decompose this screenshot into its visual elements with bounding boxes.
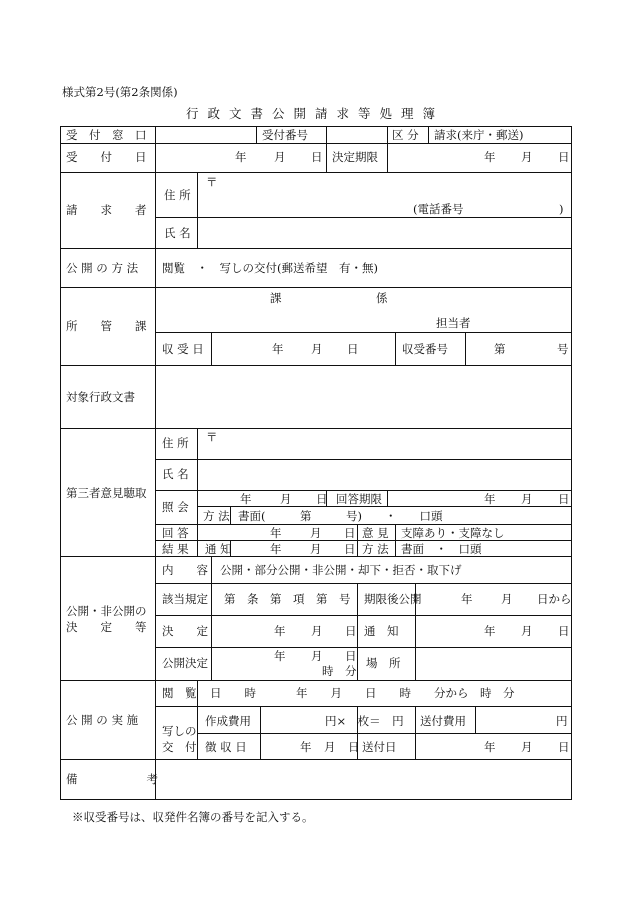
department-label: 所 管 課 <box>66 319 147 333</box>
received-date-month: 月 <box>311 342 323 356</box>
form-number-label: 様式第2号(第2条関係) <box>62 85 178 99</box>
department-subsection: 係 <box>376 291 388 305</box>
post-deadline-from: 日から <box>537 592 572 606</box>
creation-cost-label: 作成費用 <box>205 714 251 728</box>
inquiry-day: 日 <box>316 492 328 506</box>
result-method-options: 書面 ・ 口頭 <box>401 542 482 556</box>
public-decision-day: 日 <box>345 649 357 663</box>
result-notice-day: 日 <box>344 542 356 556</box>
deadline-month: 月 <box>521 150 533 164</box>
reception-date-year: 年 <box>235 150 247 164</box>
decision-content-label: 内 容 <box>162 563 208 577</box>
inquiry-month: 月 <box>280 492 292 506</box>
send-date-day: 日 <box>558 740 570 754</box>
disclosure-method-label: 公 開 の 方 法 <box>66 261 139 275</box>
post-deadline-label: 期限後公開 <box>364 592 422 606</box>
shipping-cost-label: 送付費用 <box>420 714 466 728</box>
response-deadline-label: 回答期限 <box>336 492 382 506</box>
received-date-year: 年 <box>272 342 284 356</box>
page-title: 行政文書公開請求等処理簿 <box>185 106 444 121</box>
implementation-label: 公 開 の 実 施 <box>66 713 139 727</box>
applicable-clause-value: 第 条 第 項 第 号 <box>224 592 351 606</box>
requester-address-label: 住 所 <box>164 188 191 202</box>
requester-name-label: 氏 名 <box>164 226 191 240</box>
public-decision-year: 年 <box>274 649 286 663</box>
inquiry-label: 照 会 <box>162 500 189 514</box>
requester-label: 請 求 者 <box>66 203 147 217</box>
third-party-postal-mark-icon: 〒 <box>206 430 218 444</box>
inquiry-method-options: 書面( 第 号) ・ 口頭 <box>238 509 443 523</box>
third-party-name-label: 氏 名 <box>162 467 189 481</box>
result-notice-year: 年 <box>270 542 282 556</box>
answer-year: 年 <box>270 526 282 540</box>
reception-date-day: 日 <box>311 150 323 164</box>
postal-mark-icon: 〒 <box>206 175 218 189</box>
decision-label-line2: 決 定 等 <box>66 620 147 634</box>
person-in-charge-label: 担当者 <box>436 316 471 330</box>
decision-notice-month: 月 <box>521 624 533 638</box>
response-deadline-day: 日 <box>558 492 570 506</box>
department-section: 課 <box>270 291 282 305</box>
decision-notice-day: 日 <box>558 624 570 638</box>
footnote: ※収受番号は、収発件名簿の番号を記入する。 <box>72 810 314 824</box>
deadline-day: 日 <box>558 150 570 164</box>
deadline-year: 年 <box>484 150 496 164</box>
collection-date-day: 日 <box>348 740 360 754</box>
third-party-address-label: 住 所 <box>162 436 189 450</box>
remarks-label: 備 考 <box>66 772 158 786</box>
public-decision-month: 月 <box>311 649 323 663</box>
collection-date-label: 徴 収 日 <box>205 740 247 754</box>
disclosure-method-options: 閲覧 ・ 写しの交付(郵送希望 有・無) <box>162 261 378 275</box>
creation-cost-value: 円× 枚＝ 円 <box>325 714 404 728</box>
reception-date-month: 月 <box>274 150 286 164</box>
decision-notice-label: 通 知 <box>364 624 399 638</box>
phone-close-paren: ) <box>559 202 564 216</box>
viewing-label: 閲 覧 <box>162 686 197 700</box>
decision-content-options: 公開・部分公開・非公開・却下・拒否・取下げ <box>220 563 462 577</box>
copy-delivery-label-2: 交 付 <box>162 740 197 754</box>
post-deadline-year: 年 <box>461 592 473 606</box>
answer-label: 回 答 <box>162 526 189 540</box>
decision-notice-year: 年 <box>484 624 496 638</box>
register-form-table <box>60 126 572 800</box>
received-number-label: 収受番号 <box>402 342 448 356</box>
inquiry-year: 年 <box>240 492 252 506</box>
post-deadline-month: 月 <box>501 592 513 606</box>
place-label: 場 所 <box>366 656 401 670</box>
third-party-opinion-label: 第三者意見聴取 <box>66 486 147 500</box>
copy-delivery-label-1: 写しの <box>162 724 197 738</box>
public-decision-label: 公開決定 <box>162 656 208 670</box>
reception-window-label: 受 付 窓 口 <box>66 128 147 142</box>
send-date-label: 送付日 <box>362 740 397 754</box>
collection-date-month: 月 <box>324 740 336 754</box>
category-label: 区 分 <box>392 128 419 142</box>
result-notice-label: 通 知 <box>205 542 232 556</box>
decision-deadline-label: 決定期限 <box>332 150 378 164</box>
result-method-label: 方 法 <box>362 542 389 556</box>
shipping-cost-yen: 円 <box>556 714 568 728</box>
decision-date-day: 日 <box>345 624 357 638</box>
result-label: 結 果 <box>162 542 189 556</box>
received-number-suffix: 号 <box>557 342 569 356</box>
opinion-label: 意 見 <box>362 526 389 540</box>
opinion-options: 支障あり・支障なし <box>401 526 505 540</box>
target-document-label: 対象行政文書 <box>66 390 135 404</box>
collection-date-year: 年 <box>300 740 312 754</box>
reception-date-label: 受 付 日 <box>66 150 147 164</box>
inquiry-method-label: 方 法 <box>203 509 230 523</box>
decision-date-month: 月 <box>311 624 323 638</box>
result-notice-month: 月 <box>310 542 322 556</box>
applicable-clause-label: 該当規定 <box>162 592 208 606</box>
response-deadline-year: 年 <box>484 492 496 506</box>
response-deadline-month: 月 <box>521 492 533 506</box>
received-date-label: 収 受 日 <box>162 342 204 356</box>
decision-date-label: 決 定 <box>162 624 208 638</box>
received-number-prefix: 第 <box>494 342 506 356</box>
send-date-month: 月 <box>521 740 533 754</box>
public-decision-hour: 時 <box>322 664 334 678</box>
decision-label-line1: 公開・非公開の <box>66 604 147 618</box>
answer-day: 日 <box>344 526 356 540</box>
phone-number-label: (電話番号 <box>413 202 464 216</box>
category-value: 請求(来庁・郵送) <box>434 128 524 142</box>
decision-date-year: 年 <box>274 624 286 638</box>
public-decision-minute: 分 <box>345 664 357 678</box>
reception-number-label: 受付番号 <box>262 128 308 142</box>
received-date-day: 日 <box>347 342 359 356</box>
answer-month: 月 <box>310 526 322 540</box>
send-date-year: 年 <box>484 740 496 754</box>
viewing-datetime-value: 年 月 日 時 分から 時 分 <box>296 686 515 700</box>
viewing-datetime-label: 日 時 <box>210 686 256 700</box>
